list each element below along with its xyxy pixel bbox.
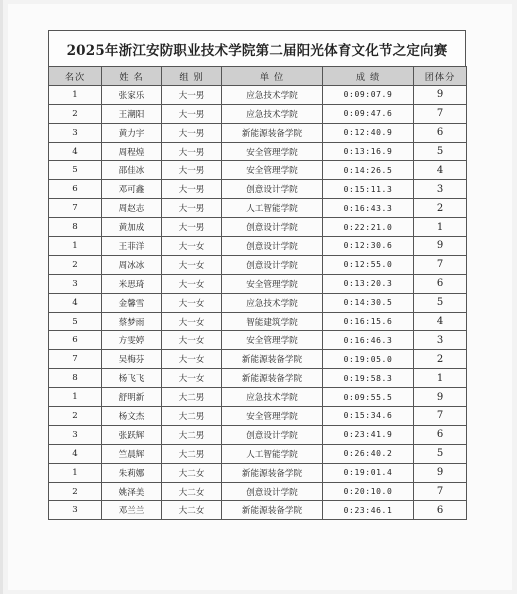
table-row	[49, 407, 467, 426]
table-row	[49, 293, 467, 312]
table-row	[49, 369, 467, 388]
header-row	[49, 67, 467, 86]
cell-points: 2	[414, 350, 467, 369]
table-row	[49, 161, 467, 180]
cell-rank: 7	[49, 350, 102, 369]
table-row	[49, 218, 467, 237]
cell-group: 大一女	[162, 237, 222, 256]
cell-rank: 8	[49, 218, 102, 237]
table-row	[49, 463, 467, 482]
cell-score: 0:15:11.3	[323, 180, 414, 199]
cell-unit: 创意设计学院	[222, 180, 323, 199]
cell-unit: 智能建筑学院	[222, 312, 323, 331]
cell-score: 0:23:46.1	[323, 501, 414, 520]
col-header-group: 组 别	[162, 67, 222, 86]
cell-points: 9	[414, 463, 467, 482]
cell-rank: 6	[49, 180, 102, 199]
cell-name: 吴梅芬	[102, 350, 162, 369]
cell-unit: 应急技术学院	[222, 104, 323, 123]
cell-rank: 3	[49, 274, 102, 293]
cell-points: 3	[414, 180, 467, 199]
cell-rank: 2	[49, 255, 102, 274]
table-row	[49, 501, 467, 520]
cell-unit: 应急技术学院	[222, 388, 323, 407]
table-row	[49, 350, 467, 369]
cell-unit: 人工智能学院	[222, 199, 323, 218]
cell-points: 4	[414, 161, 467, 180]
cell-rank: 3	[49, 501, 102, 520]
table-row	[49, 388, 467, 407]
cell-score: 0:26:40.2	[323, 444, 414, 463]
cell-name: 金馨雪	[102, 293, 162, 312]
col-header-name: 姓 名	[102, 67, 162, 86]
cell-points: 9	[414, 388, 467, 407]
cell-score: 0:23:41.9	[323, 425, 414, 444]
cell-rank: 1	[49, 85, 102, 104]
cell-score: 0:20:10.0	[323, 482, 414, 501]
cell-score: 0:16:15.6	[323, 312, 414, 331]
cell-group: 大二男	[162, 407, 222, 426]
cell-name: 邓兰兰	[102, 501, 162, 520]
cell-group: 大一男	[162, 180, 222, 199]
cell-group: 大一男	[162, 142, 222, 161]
cell-score: 0:12:40.9	[323, 123, 414, 142]
cell-group: 大二男	[162, 425, 222, 444]
table-row	[49, 425, 467, 444]
table-row	[49, 312, 467, 331]
cell-name: 周赵志	[102, 199, 162, 218]
cell-rank: 7	[49, 199, 102, 218]
cell-unit: 创意设计学院	[222, 218, 323, 237]
cell-points: 6	[414, 501, 467, 520]
cell-unit: 创意设计学院	[222, 255, 323, 274]
cell-group: 大一女	[162, 312, 222, 331]
cell-name: 朱莉娜	[102, 463, 162, 482]
cell-points: 6	[414, 425, 467, 444]
cell-group: 大二男	[162, 444, 222, 463]
cell-rank: 1	[49, 237, 102, 256]
cell-group: 大一男	[162, 85, 222, 104]
cell-name: 杨文杰	[102, 407, 162, 426]
cell-group: 大二女	[162, 463, 222, 482]
cell-name: 张家乐	[102, 85, 162, 104]
table-row	[49, 85, 467, 104]
cell-score: 0:19:58.3	[323, 369, 414, 388]
cell-points: 5	[414, 444, 467, 463]
table-row	[49, 274, 467, 293]
table-row	[49, 123, 467, 142]
cell-unit: 新能源装备学院	[222, 463, 323, 482]
cell-name: 周冰冰	[102, 255, 162, 274]
cell-points: 7	[414, 104, 467, 123]
cell-name: 米思琦	[102, 274, 162, 293]
cell-rank: 6	[49, 331, 102, 350]
cell-score: 0:22:21.0	[323, 218, 414, 237]
cell-name: 杨飞飞	[102, 369, 162, 388]
cell-rank: 4	[49, 142, 102, 161]
cell-unit: 安全管理学院	[222, 407, 323, 426]
cell-points: 7	[414, 407, 467, 426]
cell-name: 姚泽美	[102, 482, 162, 501]
cell-group: 大一女	[162, 331, 222, 350]
cell-score: 0:13:20.3	[323, 274, 414, 293]
cell-group: 大一女	[162, 274, 222, 293]
cell-score: 0:16:43.3	[323, 199, 414, 218]
cell-unit: 安全管理学院	[222, 331, 323, 350]
cell-name: 方雯婷	[102, 331, 162, 350]
cell-group: 大一男	[162, 218, 222, 237]
cell-rank: 5	[49, 312, 102, 331]
cell-name: 竺晨辉	[102, 444, 162, 463]
cell-score: 0:09:55.5	[323, 388, 414, 407]
cell-name: 王菲洋	[102, 237, 162, 256]
cell-group: 大二女	[162, 482, 222, 501]
cell-name: 蔡梦雨	[102, 312, 162, 331]
cell-unit: 创意设计学院	[222, 237, 323, 256]
cell-group: 大一女	[162, 369, 222, 388]
cell-unit: 应急技术学院	[222, 85, 323, 104]
cell-unit: 新能源装备学院	[222, 350, 323, 369]
cell-score: 0:14:30.5	[323, 293, 414, 312]
cell-points: 2	[414, 199, 467, 218]
cell-unit: 创意设计学院	[222, 482, 323, 501]
cell-points: 9	[414, 85, 467, 104]
cell-group: 大二男	[162, 388, 222, 407]
table-row	[49, 482, 467, 501]
cell-rank: 1	[49, 463, 102, 482]
cell-unit: 安全管理学院	[222, 161, 323, 180]
cell-score: 0:14:26.5	[323, 161, 414, 180]
table-row	[49, 180, 467, 199]
cell-unit: 应急技术学院	[222, 293, 323, 312]
cell-name: 周程煌	[102, 142, 162, 161]
cell-rank: 3	[49, 123, 102, 142]
cell-unit: 安全管理学院	[222, 142, 323, 161]
table-row	[49, 142, 467, 161]
cell-score: 0:19:01.4	[323, 463, 414, 482]
cell-name: 邓可鑫	[102, 180, 162, 199]
cell-rank: 2	[49, 407, 102, 426]
cell-name: 邵佳冰	[102, 161, 162, 180]
table-row	[49, 104, 467, 123]
cell-score: 0:15:34.6	[323, 407, 414, 426]
cell-rank: 1	[49, 388, 102, 407]
cell-rank: 3	[49, 425, 102, 444]
cell-name: 黄力宇	[102, 123, 162, 142]
cell-group: 大一男	[162, 161, 222, 180]
cell-name: 张跃辉	[102, 425, 162, 444]
cell-points: 7	[414, 482, 467, 501]
cell-name: 黄加成	[102, 218, 162, 237]
cell-group: 大二女	[162, 501, 222, 520]
cell-rank: 4	[49, 293, 102, 312]
col-header-points: 团体分	[414, 67, 467, 86]
table-row	[49, 444, 467, 463]
cell-rank: 2	[49, 482, 102, 501]
cell-score: 0:12:30.6	[323, 237, 414, 256]
cell-points: 5	[414, 142, 467, 161]
page-edge	[0, 0, 3, 594]
cell-points: 7	[414, 255, 467, 274]
col-header-unit: 单 位	[222, 67, 323, 86]
cell-unit: 创意设计学院	[222, 425, 323, 444]
cell-points: 1	[414, 218, 467, 237]
results-table	[48, 66, 467, 520]
cell-score: 0:19:05.0	[323, 350, 414, 369]
cell-points: 1	[414, 369, 467, 388]
cell-unit: 人工智能学院	[222, 444, 323, 463]
cell-points: 3	[414, 331, 467, 350]
cell-unit: 新能源装备学院	[222, 501, 323, 520]
cell-score: 0:12:55.0	[323, 255, 414, 274]
cell-unit: 安全管理学院	[222, 274, 323, 293]
cell-rank: 4	[49, 444, 102, 463]
cell-rank: 8	[49, 369, 102, 388]
cell-unit: 新能源装备学院	[222, 123, 323, 142]
cell-group: 大一男	[162, 199, 222, 218]
cell-group: 大一女	[162, 255, 222, 274]
cell-points: 9	[414, 237, 467, 256]
cell-score: 0:09:47.6	[323, 104, 414, 123]
document-title: 2025年浙江安防职业技术学院第二届阳光体育文化节之定向赛	[48, 30, 466, 66]
table-row	[49, 331, 467, 350]
table-row	[49, 199, 467, 218]
cell-rank: 5	[49, 161, 102, 180]
table-row	[49, 255, 467, 274]
cell-score: 0:13:16.9	[323, 142, 414, 161]
cell-group: 大一男	[162, 104, 222, 123]
cell-group: 大一女	[162, 350, 222, 369]
cell-group: 大一女	[162, 293, 222, 312]
cell-name: 王潮阳	[102, 104, 162, 123]
col-header-rank: 名次	[49, 67, 102, 86]
cell-points: 5	[414, 293, 467, 312]
cell-rank: 2	[49, 104, 102, 123]
cell-points: 6	[414, 274, 467, 293]
cell-name: 舒明新	[102, 388, 162, 407]
cell-score: 0:09:07.9	[323, 85, 414, 104]
cell-group: 大一男	[162, 123, 222, 142]
cell-points: 4	[414, 312, 467, 331]
cell-score: 0:16:46.3	[323, 331, 414, 350]
cell-points: 6	[414, 123, 467, 142]
cell-unit: 新能源装备学院	[222, 369, 323, 388]
col-header-score: 成 绩	[323, 67, 414, 86]
table-row	[49, 237, 467, 256]
